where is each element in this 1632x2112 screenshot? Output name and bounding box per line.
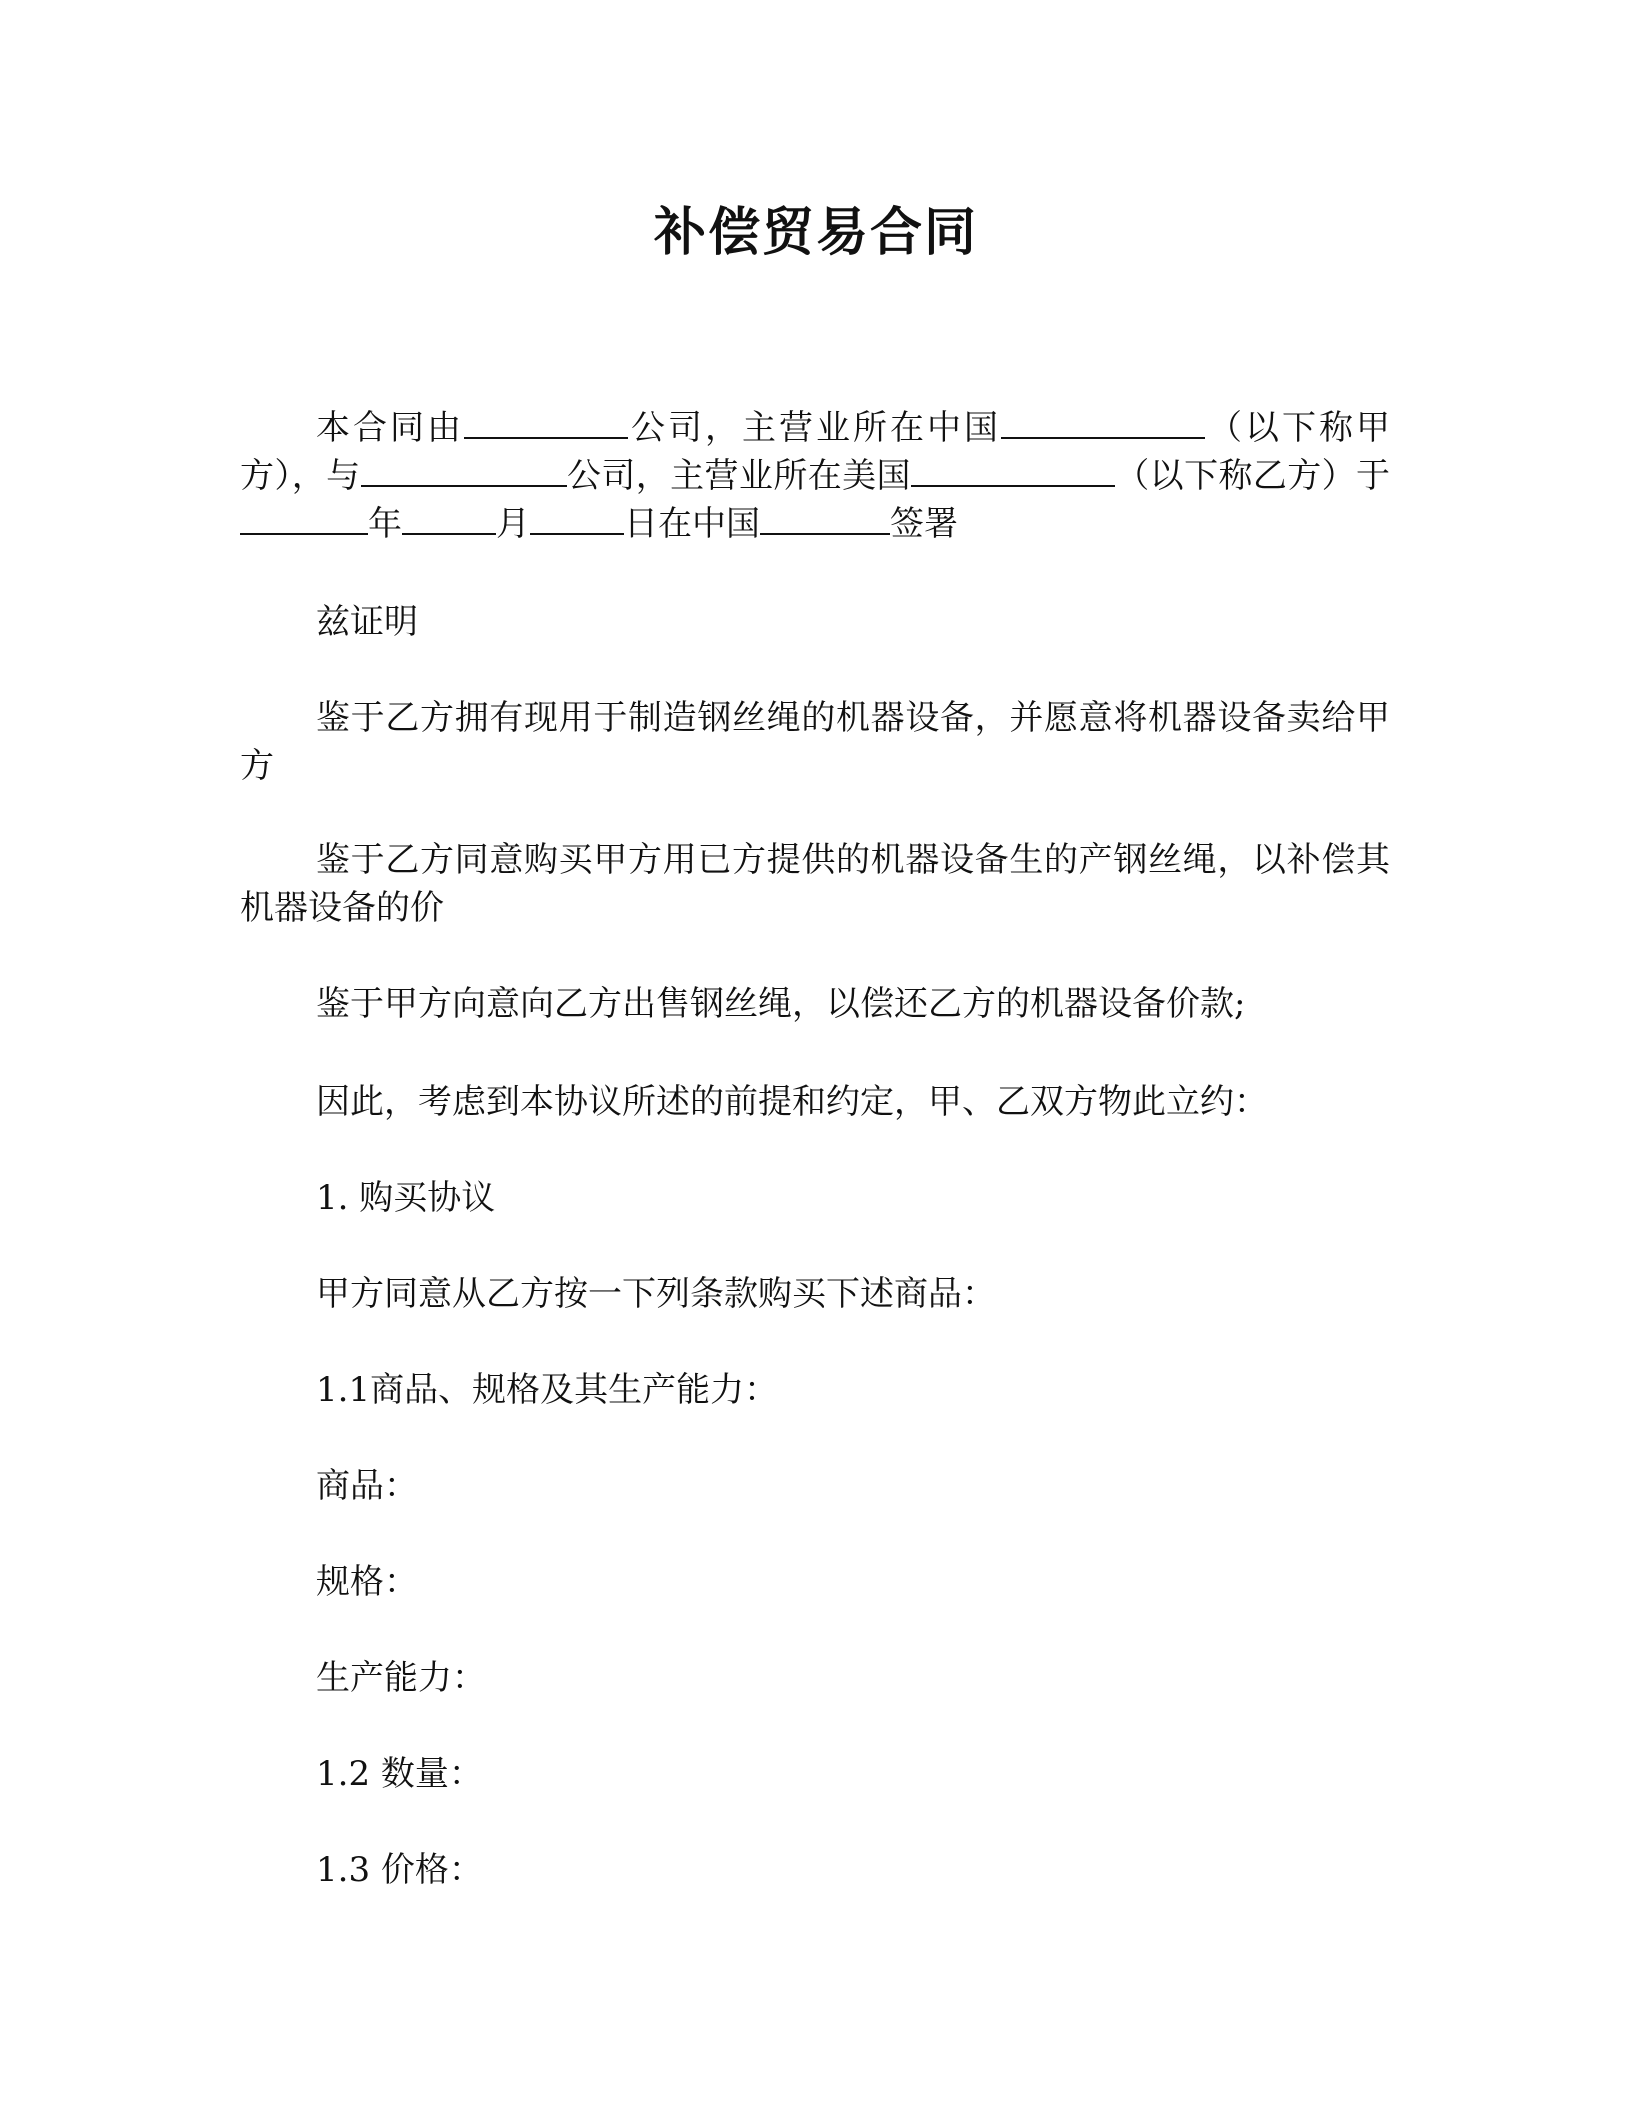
whereas-paragraph-2: 鉴于乙方同意购买甲方用已方提供的机器设备生的产钢丝绳，以补偿其机器设备的价 bbox=[240, 840, 1390, 928]
whereas-paragraph-1: 鉴于乙方拥有现用于制造钢丝绳的机器设备，并愿意将机器设备卖给甲方 bbox=[240, 698, 1390, 786]
day-blank bbox=[530, 501, 624, 535]
intro-text-4: 公司，主营业所在美国 bbox=[566, 456, 911, 496]
item-1-3: 1.3 价格： bbox=[316, 1850, 483, 1890]
intro-text-5: （以下称乙方）于 bbox=[1114, 456, 1391, 496]
goods-label: 商品： bbox=[316, 1466, 418, 1506]
month-blank bbox=[402, 501, 496, 535]
therefore-line: 因此，考虑到本协议所述的前提和约定，甲、乙双方物此立约： bbox=[316, 1082, 1268, 1122]
section-1-text: 甲方同意从乙方按一下列条款购买下述商品： bbox=[316, 1274, 996, 1314]
intro-text-6: 年 bbox=[368, 504, 402, 544]
party-a-address-blank bbox=[1001, 405, 1205, 439]
intro-text-9: 签署 bbox=[890, 504, 958, 544]
party-b-company-blank bbox=[361, 453, 567, 487]
party-a-company-blank bbox=[464, 405, 628, 439]
witness-line: 兹证明 bbox=[316, 602, 418, 642]
section-1-heading: 1. 购买协议 bbox=[316, 1178, 496, 1218]
intro-text-8: 日在中国 bbox=[624, 504, 760, 544]
intro-text-3: （以下称甲方），与 bbox=[240, 408, 1390, 496]
document-title: 补偿贸易合同 bbox=[653, 202, 978, 263]
year-blank bbox=[240, 501, 368, 535]
signing-place-blank bbox=[760, 501, 890, 535]
item-1-2: 1.2 数量： bbox=[316, 1754, 483, 1794]
intro-text-2: 公司，主营业所在中国 bbox=[628, 408, 1001, 448]
whereas-paragraph-3: 鉴于甲方向意向乙方出售钢丝绳，以偿还乙方的机器设备价款; bbox=[316, 984, 1246, 1024]
party-b-address-blank bbox=[911, 453, 1115, 487]
item-1-1: 1.1商品、规格及其生产能力： bbox=[316, 1370, 779, 1410]
capacity-label: 生产能力： bbox=[316, 1658, 486, 1698]
intro-paragraph bbox=[240, 404, 1390, 548]
intro-text-7: 月 bbox=[496, 504, 530, 544]
spec-label: 规格： bbox=[316, 1562, 418, 1602]
intro-text-1: 本合同由 bbox=[316, 408, 464, 448]
